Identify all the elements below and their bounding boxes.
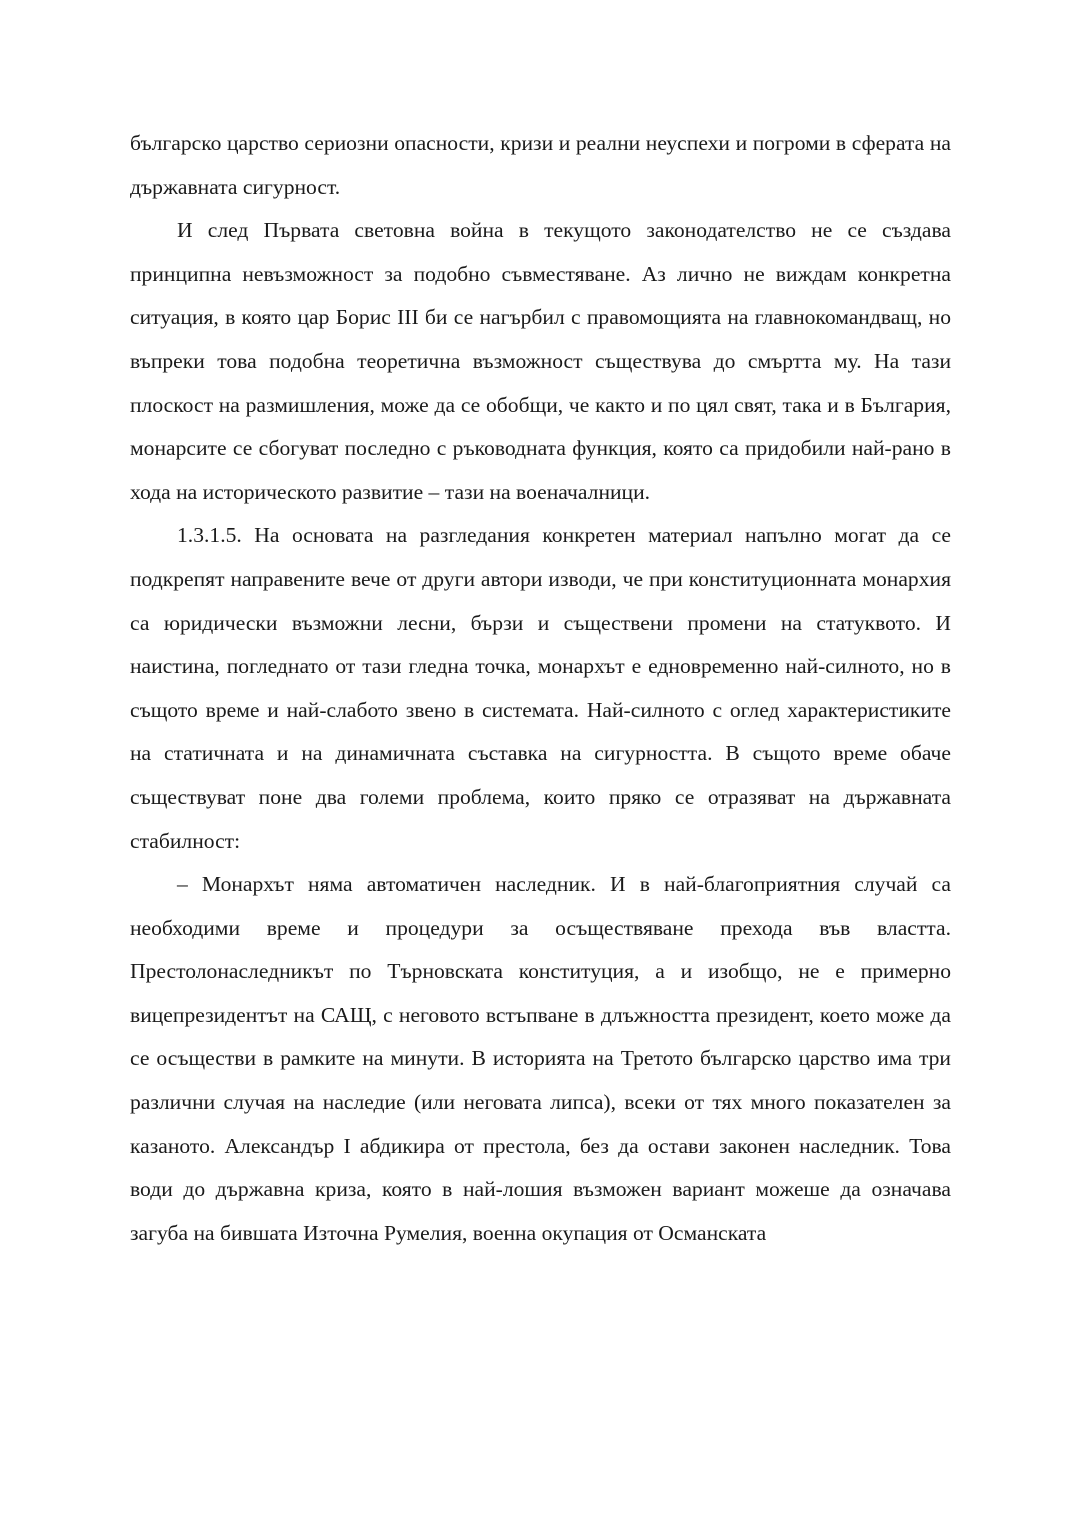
paragraph-section-1-3-1-5: 1.3.1.5. На основата на разгледания конкретен материал напълно могат да се подкрепят направените вече от други автори изводи, че при конституционната монархия са юридически възможни лесни, бързи и съществени промени на статуквото. И наистина, погледнато от тази гледна точка, монархът е едновременно най-силното, но в същото време и най-слабото звено в системата. Най-силното с оглед характеристиките на статичната и на динамичната съставка на сигурността. В същото време обаче съществуват поне два големи проблема, които пряко се отразяват на държавната стабилност: (130, 523, 951, 853)
paragraph-continuation: българско царство сериозни опасности, кризи и реални неуспехи и погроми в сферата на държавната сигурност. (130, 131, 951, 199)
document-body (130, 122, 951, 1255)
paragraph-post-war-legislation: И след Първата световна война в текущото законодателство не се създава принципна невъзможност за подобно съвместяване. Аз лично не виждам конкретна ситуация, в която цар Борис III би се нагърбил с правомощията на главнокомандващ, но въпреки това подобна теоретична възможност съществува до смъртта му. На тази плоскост на размишления, може да се обобщи, че както и по цял свят, така и в България, монарсите се сбогуват последно с ръководната функция, която са придобили най-рано в хода на историческото развитие – тази на военачалници. (130, 218, 951, 504)
paragraph-monarch-successor: – Монархът няма автоматичен наследник. И в най-благоприятния случай са необходими време и процедури за осъществяване прехода във властта. Престолонаследникът по Търновската конституция, а и изобщо, не е примерно вицепрезидентът на САЩ, с неговото встъпване в длъжността президент, което може да се осъществи в рамките на минути. В историята на Третото българско царство има три различни случая на наследие (или неговата липса), всеки от тях много показателен за казаното. Александър I абдикира от престола, без да остави законен наследник. Това води до държавна криза, която в най-лошия възможен вариант можеше да означава загуба на бившата Източна Румелия, военна окупация от Османската (130, 872, 951, 1245)
